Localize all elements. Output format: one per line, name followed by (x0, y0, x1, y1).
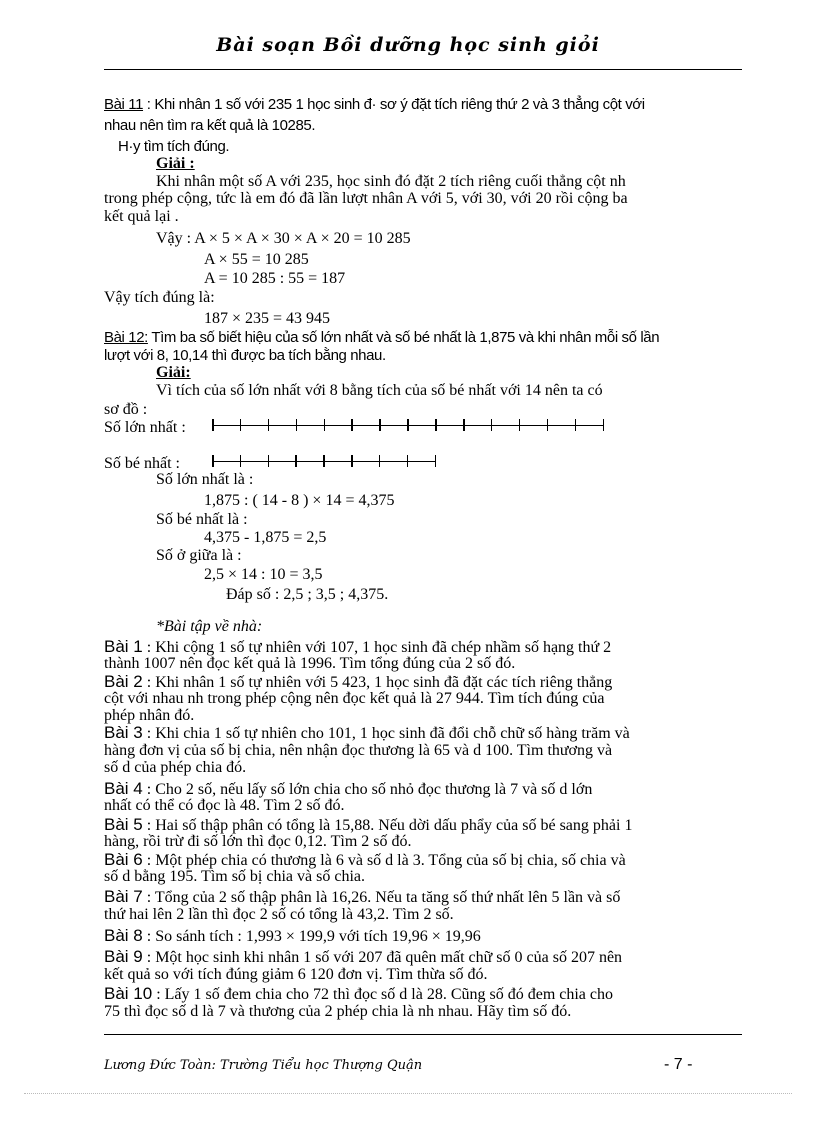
hw-b5-l1 (104, 816, 632, 834)
big-number-segment (212, 419, 604, 431)
small-number-segment-tick (323, 455, 325, 467)
bai11-line3: H·y tìm tích đúng. (118, 138, 230, 155)
hw-b10-text: : Lấy 1 số đem chia cho 72 thì đọc số d là 28. Cũng số đó đem chia cho (152, 986, 614, 1003)
hw-b6-l2: số d bằng 195. Tìm số bị chia và số chia. (104, 868, 365, 885)
bai12-line2: lượt với 8, 10,14 thì được ba tích bằng nhau. (104, 347, 386, 364)
hw-b6-text: : Một phép chia có thương là 6 và số d là 3. Tổng của số bị chia, số chia và (142, 852, 626, 869)
big-number-segment-tick (603, 419, 605, 431)
small-number-segment-tick (295, 455, 297, 467)
hw-b8-l1 (104, 927, 481, 945)
bai11-text1: : Khi nhân 1 số với 235 1 học sinh đ· sơ ý đặt tích riêng thứ 2 và 3 thẳng cột với (143, 96, 645, 113)
giai11-eq1: Vậy : A × 5 × A × 30 × A × 20 = 10 285 (156, 230, 411, 247)
big-number-segment-tick (491, 419, 493, 431)
giai11-eq2: A × 55 = 10 285 (204, 251, 309, 268)
big-number-label: Số lớn nhất : (104, 419, 186, 436)
hw-b7-label: Bài 7 (104, 887, 143, 906)
small-number-segment-tick (379, 455, 381, 467)
hw-b4-l1 (104, 780, 592, 798)
bai12-label: Bài 12: (104, 329, 148, 346)
hw-b1-l2: thành 1007 nên đọc kết quả là 1996. Tìm tổng đúng của 2 số đó. (104, 655, 516, 672)
hw-b2-l3: phép nhân đó. (104, 707, 195, 724)
giai12-s2: Số bé nhất là : (156, 511, 248, 528)
small-number-segment-tick (268, 455, 270, 467)
hw-b10-label: Bài 10 (104, 984, 153, 1003)
hw-b7-l1 (104, 888, 620, 906)
hw-b2-text: : Khi nhân 1 số tự nhiên với 5 423, 1 học sinh đã đặt các tích riêng thẳng (142, 674, 613, 691)
big-number-segment-tick (547, 419, 549, 431)
big-number-segment-tick (212, 419, 214, 431)
giai11-conclusion: Vậy tích đúng là: (104, 289, 215, 306)
hw-b3-l2: hàng đơn vị của số bị chia, nên nhận đọc thương là 65 và d 100. Tìm thương và (104, 742, 613, 759)
giai12-answer: Đáp số : 2,5 ; 3,5 ; 4,375. (226, 586, 389, 603)
big-number-segment-tick (463, 419, 465, 431)
hw-b1-text: : Khi cộng 1 số tự nhiên với 107, 1 học sinh đã chép nhầm số hạng thứ 2 (142, 639, 612, 656)
hw-b1-label: Bài 1 (104, 637, 143, 656)
hw-b3-l3: số d của phép chia đó. (104, 759, 247, 776)
big-number-segment-tick (324, 419, 326, 431)
hw-b5-label: Bài 5 (104, 815, 143, 834)
page-bottom-dotted-line (24, 1093, 792, 1094)
big-number-segment-tick (407, 419, 409, 431)
hw-b8-text: : So sánh tích : 1,993 × 199,9 với tích 19,96 × 19,96 (142, 928, 481, 945)
bai12-text1: Tìm ba số biết hiệu của số lớn nhất và số bé nhất là 1,875 và khi nhân mỗi số lần (147, 329, 660, 346)
hw-b4-label: Bài 4 (104, 779, 143, 798)
hw-b7-text: : Tổng của 2 số thập phân là 16,26. Nếu ta tăng số thứ nhất lên 5 lần và số (142, 889, 621, 906)
hw-b7-l2: thứ hai lên 2 lần thì đọc 2 số có tổng là 43,2. Tìm 2 số. (104, 906, 454, 923)
hw-b2-label: Bài 2 (104, 672, 143, 691)
giai12-e2: 4,375 - 1,875 = 2,5 (204, 529, 327, 546)
small-number-segment-tick (435, 455, 437, 467)
hw-b4-l2: nhất có thể có đọc là 48. Tìm 2 số đó. (104, 797, 345, 814)
footer-author: Lương Đức Toàn: Trường Tiểu học Thượng Quận (104, 1058, 423, 1073)
hw-b3-l1 (104, 724, 630, 742)
big-number-segment-tick (379, 419, 381, 431)
hw-b9-l1 (104, 948, 622, 966)
bai12-line1 (104, 329, 659, 346)
bai11-line1 (104, 96, 645, 113)
hw-b2-l2: cột với nhau nh trong phép cộng nên đọc kết quả là 27 944. Tìm tích đúng của (104, 690, 605, 707)
giai12-p2: sơ đồ : (104, 401, 148, 418)
hw-b6-l1 (104, 851, 626, 869)
hw-b5-l2: hàng, rồi trừ đi số lớn thì đọc 0,12. Tìm 2 số đó. (104, 833, 412, 850)
giai12-label: Giải: (156, 364, 191, 381)
hw-b9-l2: kết quả so với tích đúng giảm 6 120 đơn vị. Tìm thừa số đó. (104, 966, 488, 983)
bai11-label: Bài 11 (104, 96, 144, 113)
hw-b8-label: Bài 8 (104, 926, 143, 945)
bai11-line2: nhau nên tìm ra kết quả là 10285. (104, 117, 316, 134)
hw-b3-label: Bài 3 (104, 723, 143, 742)
hw-b1-l1 (104, 638, 611, 656)
giai12-e1: 1,875 : ( 14 - 8 ) × 14 = 4,375 (204, 492, 395, 509)
hw-b3-text: : Khi chia 1 số tự nhiên cho 101, 1 học sinh đã đổi chỗ chữ số hàng trăm và (142, 725, 630, 742)
giai11-label: Giải : (156, 155, 195, 172)
big-number-segment-tick (296, 419, 298, 431)
small-number-segment-tick (212, 455, 214, 467)
hw-b9-text: : Một học sinh khi nhân 1 số với 207 đã quên mất chữ số 0 của số 207 nên (142, 949, 623, 966)
big-number-segment-tick (435, 419, 437, 431)
giai11-eq3: A = 10 285 : 55 = 187 (204, 270, 346, 287)
homework-title: *Bài tập về nhà: (156, 618, 263, 635)
hw-b10-l2: 75 thì đọc số d là 7 và thương của 2 phép chia là nh nhau. Hãy tìm số đó. (104, 1003, 572, 1020)
small-number-segment-tick (240, 455, 242, 467)
small-number-segment-tick (407, 455, 409, 467)
giai11-p1: Khi nhân một số A với 235, học sinh đó đặt 2 tích riêng cuối thẳng cột nh (156, 173, 626, 190)
hw-b5-text: : Hai số thập phân có tổng là 15,88. Nếu dời dấu phẩy của số bé sang phải 1 (142, 817, 633, 834)
giai11-eq4: 187 × 235 = 43 945 (204, 310, 331, 327)
header-title: Bài soạn Bồi dưỡng học sinh giỏi (216, 34, 600, 56)
small-number-segment-tick (351, 455, 353, 467)
big-number-segment-tick (351, 419, 353, 431)
giai11-p2: trong phép cộng, tức là em đó đã lần lượt nhân A với 5, với 30, với 20 rồi cộng ba (104, 190, 628, 207)
hw-b10-l1 (104, 985, 613, 1003)
hw-b4-text: : Cho 2 số, nếu lấy số lớn chia cho số nhỏ đọc thương là 7 và số d lớn (142, 781, 593, 798)
giai12-p1: Vì tích của số lớn nhất với 8 bằng tích của số bé nhất với 14 nên ta có (156, 382, 603, 399)
giai12-s3: Số ở giữa là : (156, 547, 242, 564)
giai11-p3: kết quả lại . (104, 208, 179, 225)
small-number-segment (212, 455, 436, 467)
giai12-e3: 2,5 × 14 : 10 = 3,5 (204, 566, 323, 583)
hw-b6-label: Bài 6 (104, 850, 143, 869)
header-rule (104, 69, 742, 70)
big-number-segment-tick (575, 419, 577, 431)
giai12-s1: Số lớn nhất là : (156, 471, 254, 488)
small-number-label: Số bé nhất : (104, 455, 180, 472)
hw-b9-label: Bài 9 (104, 947, 143, 966)
footer-rule (104, 1034, 742, 1035)
big-number-segment-tick (268, 419, 270, 431)
big-number-segment-tick (519, 419, 521, 431)
big-number-segment-tick (240, 419, 242, 431)
page-number: - 7 - (664, 1056, 693, 1073)
hw-b2-l1 (104, 673, 612, 691)
